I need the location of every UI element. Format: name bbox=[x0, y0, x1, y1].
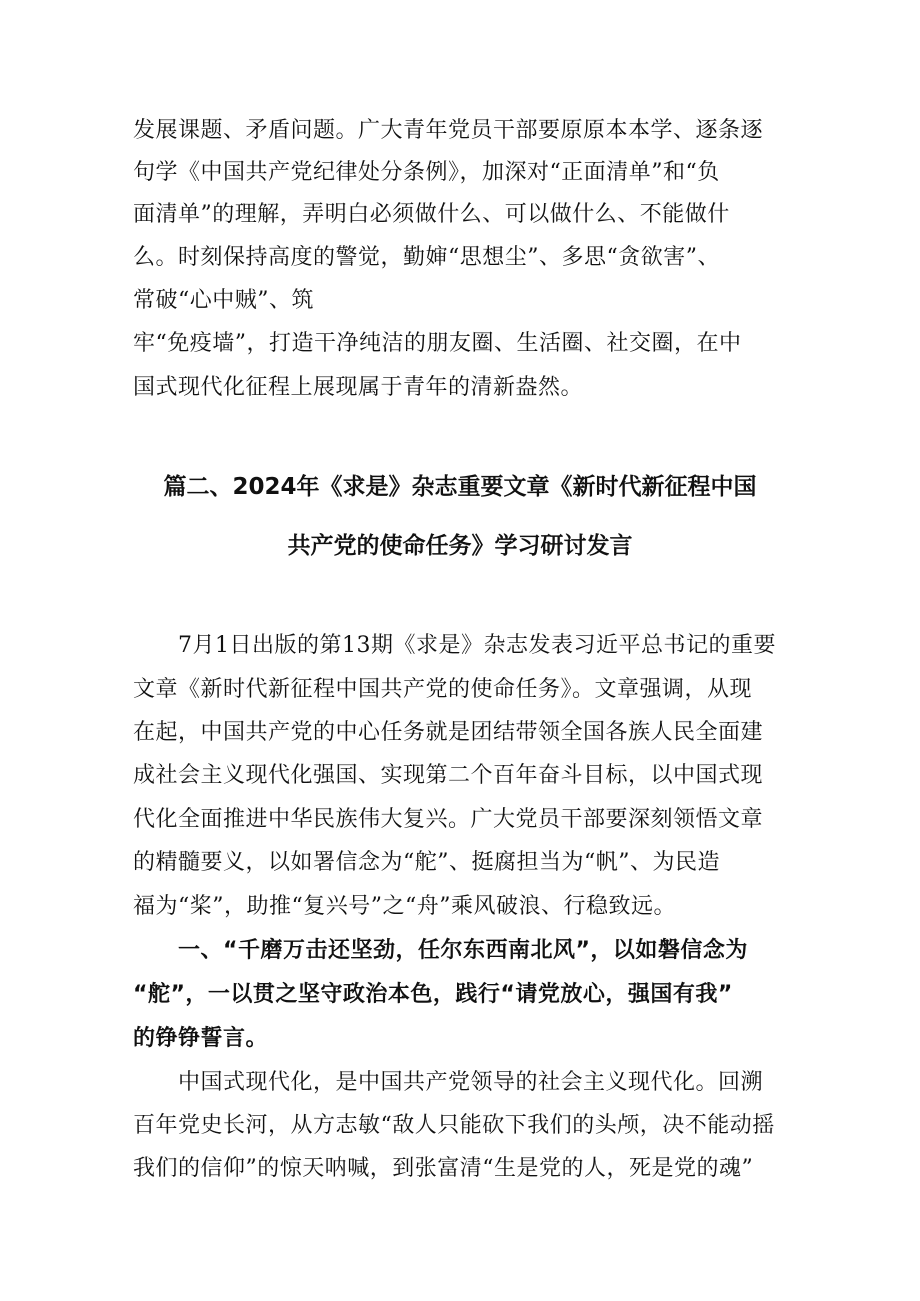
paragraph-line: 文章《新时代新征程中国共产党的使命任务》。文章强调，从现 bbox=[133, 677, 753, 702]
paragraph-line: 成社会主义现代化强国、实现第二个百年奋斗目标，以中国式现 bbox=[133, 763, 764, 788]
paragraph-line: 牢“免疫墙”，打造干净纯洁的朋友圈、生活圈、社交圈，在中 bbox=[133, 331, 742, 356]
paragraph-line: 面清单”的理解，弄明白必须做什么、可以做什么、不能做什 bbox=[133, 202, 730, 227]
paragraph-line: 代化全面推进中华民族伟大复兴。广大党员干部要深刻领悟文章 bbox=[133, 807, 764, 832]
article-title-line-1: 篇二、2024年《求是》杂志重要文章《新时代新征程中国 bbox=[163, 474, 757, 500]
paragraph-line: 的精髓要义，以如署信念为“舵”、挺腐担当为“帆”、为民造 bbox=[133, 850, 720, 875]
paragraph-line: 百年党史长河，从方志敏“敌人只能砍下我们的头颅，决不能动摇 bbox=[133, 1113, 775, 1138]
paragraph-line: 常破“心中贼”、筑 bbox=[133, 288, 314, 313]
paragraph-line: 我们的信仰”的惊天呐喊，到张富清“生是党的人，死是党的魂” bbox=[133, 1156, 754, 1181]
paragraph-line: 国式现代化征程上展现属于青年的清新盎然。 bbox=[133, 375, 584, 400]
point-heading-line: 的铮铮誓言。 bbox=[133, 1026, 269, 1051]
paragraph-line: 句学《中国共产党纪律处分条例》，加深对“正面清单”和“负 bbox=[133, 160, 720, 185]
point-heading-line: “舵”，一以贯之坚守政治本色，践行“请党放心，强国有我” bbox=[133, 982, 733, 1007]
paragraph-line: 福为“桨”，助推“复兴号”之“舟”乘风破浪、行稳致远。 bbox=[133, 894, 676, 919]
paragraph-line: 中国式现代化，是中国共产党领导的社会主义现代化。回溯 bbox=[178, 1070, 764, 1095]
paragraph-line: 么。时刻保持高度的警觉，勤婶“思想尘”、多思“贪欲害”、 bbox=[133, 245, 720, 270]
paragraph-line: 发展课题、矛盾问题。广大青年党员干部要原原本本学、逐条逐 bbox=[133, 118, 764, 143]
paragraph-line: 在起，中国共产党的中心任务就是团结带领全国各族人民全面建 bbox=[133, 720, 764, 745]
point-heading-line: 一、“千磨万击还坚劲，任尔东西南北风”，以如磐信念为 bbox=[178, 938, 748, 963]
paragraph-line: 7月1日出版的第13期《求是》杂志发表习近平总书记的重要 bbox=[178, 633, 776, 658]
article-title-line-2: 共产党的使命任务》学习研讨发言 bbox=[287, 533, 633, 559]
